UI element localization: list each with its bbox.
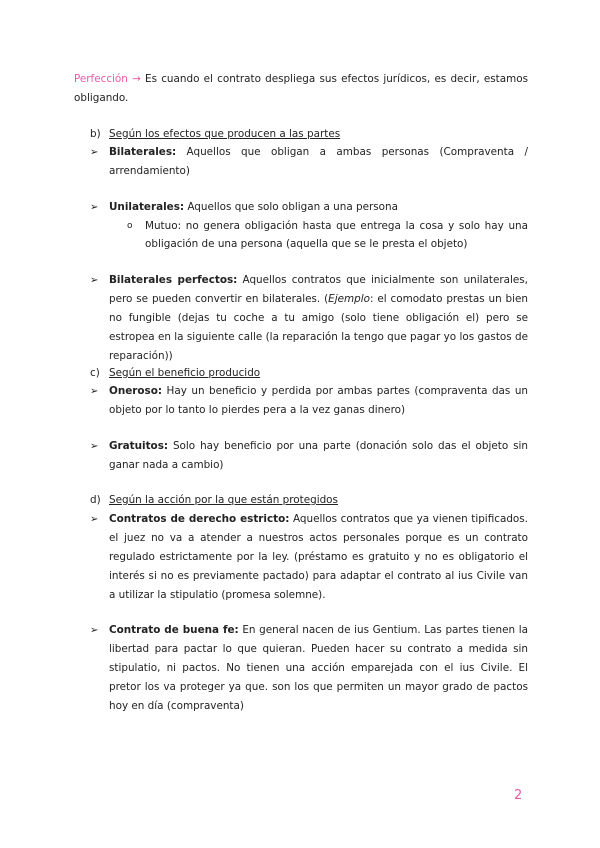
- arrow-bullet-icon: ➢: [90, 441, 99, 452]
- item-term: Bilaterales perfectos: [109, 274, 234, 286]
- section-d-letter: d): [90, 494, 101, 506]
- item-text: Aquellos que obligan a ambas personas (Compraventa / arrendamiento): [109, 146, 528, 177]
- item-text: En general nacen de ius Gentium. Las partes tienen la libertad para pactar lo que quieran. Pueden hacer su contrato a medida sin stipulatio, ni pactos. No tienen una acción emparejada con el ius Civile. El pretor los va proteger ya que. son los que permiten un mayor grado de pactos hoy en día (compraventa): [109, 624, 528, 712]
- item-term: Contratos de derecho estricto: [109, 513, 286, 525]
- item-colon: :: [157, 385, 163, 397]
- arrow-bullet-icon: ➢: [90, 202, 99, 213]
- list-item-buena-fe: [90, 621, 528, 716]
- item-colon: :: [234, 624, 239, 636]
- item-term: Unilaterales: [109, 201, 180, 213]
- arrow-bullet-icon: ➢: [90, 275, 99, 286]
- item-colon: :: [179, 201, 185, 213]
- intro-arrow: →: [132, 73, 141, 85]
- item-term: Oneroso: [109, 385, 158, 397]
- sub-item-text: Mutuo: no genera obligación hasta que entrega la cosa y solo hay una obligación de una persona (aquella que se le presta el objeto): [145, 220, 528, 250]
- section-d-title: Según la acción por la que están protegidos: [109, 494, 338, 506]
- arrow-bullet-icon: ➢: [90, 514, 99, 525]
- arrow-bullet-icon: ➢: [90, 386, 99, 397]
- section-b-heading: [90, 126, 340, 142]
- section-c-letter: c): [90, 367, 100, 379]
- item-text: Solo hay beneficio por una parte (donación solo das el objeto sin ganar nada a cambio): [109, 440, 528, 471]
- section-c-heading: [90, 365, 260, 381]
- section-b-title: Según los efectos que producen a las partes: [109, 128, 341, 140]
- item-colon: :: [233, 274, 238, 286]
- item-term: Gratuitos: [109, 440, 164, 452]
- intro-term: Perfección: [74, 73, 128, 85]
- item-colon: :: [285, 513, 290, 525]
- item-term: Bilaterales: [109, 146, 172, 158]
- list-item-bilaterales: [90, 143, 528, 181]
- item-text: Aquellos que solo obligan a una persona: [184, 201, 398, 213]
- list-item-gratuitos: [90, 437, 528, 475]
- section-b-letter: b): [90, 128, 101, 140]
- item-colon: :: [172, 146, 177, 158]
- item-colon: :: [163, 440, 169, 452]
- item-italic: Ejemplo: [328, 293, 370, 305]
- intro-text: Es cuando el contrato despliega sus efectos jurídicos, es decir, estamos obligando.: [74, 73, 528, 104]
- item-term: Contrato de buena fe: [109, 624, 235, 636]
- list-item-unilaterales: [90, 198, 528, 217]
- list-item-oneroso: [90, 382, 528, 420]
- arrow-bullet-icon: ➢: [90, 147, 99, 158]
- item-text: : el comodato prestas un bien no fungible (dejas tu coche a tu amigo (solo tiene obligación el) pero se estropea en la siguiente calle (la reparación la tengo que pagar yo los gastos de reparación)): [109, 293, 529, 362]
- arrow-bullet-icon: ➢: [90, 625, 99, 636]
- section-c-title: Según el beneficio producido: [109, 367, 261, 379]
- page-number: 2: [514, 788, 523, 803]
- item-text: Aquellos contratos que ya vienen tipificados. el juez no va a atender a nuestros actos personales porque es un contrato regulado estrictamente por la ley. (préstamo es gratuito y no es obligatorio el interés si no es previamente pactado) para adaptar el contrato al ius Civile van a utilizar la stipulatio (promesa solemne).: [109, 513, 528, 601]
- list-item-derecho-estricto: [90, 510, 528, 605]
- sub-item-mutuo: [127, 217, 528, 253]
- intro-paragraph: [74, 70, 528, 108]
- circle-bullet-icon: o: [127, 221, 133, 231]
- item-text: Hay un beneficio y perdida por ambas partes (compraventa das un objeto por lo tanto lo pierdes pera a la vez ganas dinero): [109, 385, 528, 416]
- list-item-bilaterales-perfectos: [90, 271, 528, 366]
- item-text: Aquellos contratos que inicialmente son unilaterales, pero se pueden convertir en bilaterales. (: [109, 274, 528, 305]
- section-d-heading: [90, 492, 338, 508]
